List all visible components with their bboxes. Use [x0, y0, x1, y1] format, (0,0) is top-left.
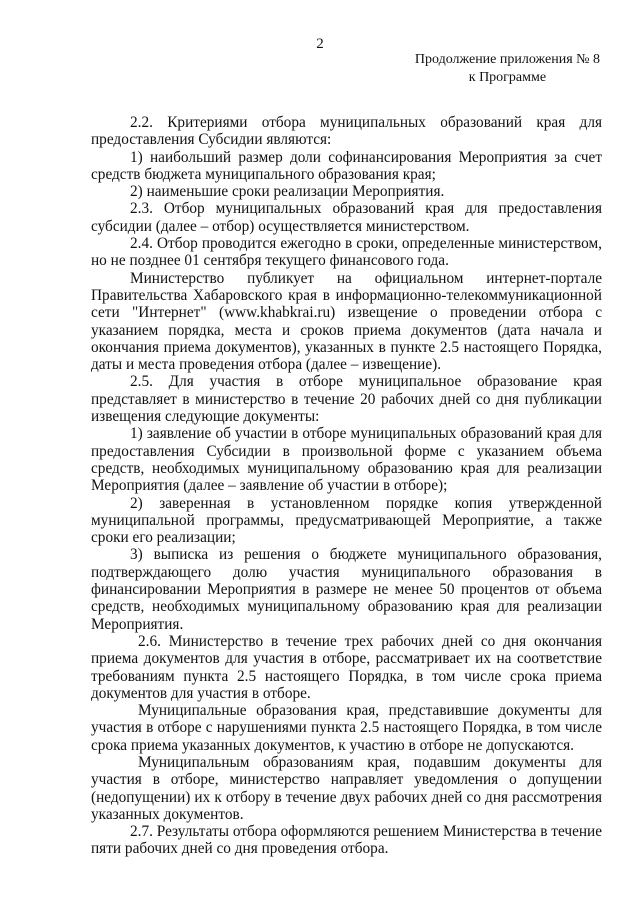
paragraph-rejection: Муниципальные образования края, представившие документы для участия в отборе с нарушениями пункта 2.5 настоящего Порядка, в том числе срока приема указанных документов, к участию в отборе не допускаются. [91, 702, 602, 754]
paragraph-2-7: 2.7. Результаты отбора оформляются решением Министерства в течение пяти рабочих дней со дня проведения отбора. [91, 823, 603, 858]
paragraph-notification: Муниципальным образованиям края, подавшим документы для участия в отборе, министерство направляет уведомления о допущении (недопущении) их к отбору в течение двух рабочих дней со дня рассмотрения указанных документов. [91, 753, 602, 823]
appendix-reference [415, 51, 600, 87]
paragraph-2-6: 2.6. Министерство в течение трех рабочих дней со дня окончания приема документов для участия в отборе, рассматривает их на соответствие требованиям пункта 2.5 настоящего Порядка, в том числе срока приема документов для участия в отборе. [91, 632, 602, 702]
paragraph-2-3: 2.3. Отбор муниципальных образований края для предоставления субсидии (далее – отбор) осуществляется министерством. [91, 200, 602, 235]
paragraph-2-5: 2.5. Для участия в отборе муниципальное образование края представляет в министерство в течение 20 рабочих дней со дня публикации извещения следующие документы: [91, 373, 602, 426]
document-body [91, 114, 602, 858]
criterion-2: 2) наименьшие сроки реализации Мероприятия. [130, 183, 445, 201]
document-item-2: 2) заверенная в установленном порядке копия утвержденной муниципальной программы, предусматривающей Мероприятие, а также сроки его реализации; [91, 494, 602, 547]
page-number: 2 [316, 36, 324, 52]
paragraph-announcement: Министерство публикует на официальном интернет-портале Правительства Хабаровского края в информационно-телекоммуникационной сети "Интернет" (www.khabkrai.ru) извещение о проведении отбора с указанием порядка, места и сроков приема документов (дата начала и окончания приема документов), указанных в пункте 2.5 настоящего Порядка, даты и места проведения отбора (далее – извещение). [91, 269, 602, 374]
document-item-1: 1) заявление об участии в отборе муниципальных образований края для предоставления Субсидии в произвольной форме с указанием объема средств, необходимых муниципальному образованию края для реализации Мероприятия (далее – заявление об участии в отборе); [91, 425, 602, 495]
document-item-3: 3) выписка из решения о бюджете муниципального образования, подтверждающего долю участия муниципального образования в финансировании Мероприятия в размере не менее 50 процентов от объема средств, необходимых муниципальному образованию края для реализации Мероприятия. [91, 546, 602, 633]
appendix-reference-line2: к Программе [468, 70, 547, 85]
paragraph-2-4: 2.4. Отбор проводится ежегодно в сроки, определенные министерством, но не позднее 01 сентября текущего финансового года. [91, 235, 602, 270]
criterion-1: 1) наибольший размер доли софинансирования Мероприятия за счет средств бюджета муниципального образования края; [91, 148, 602, 183]
paragraph-2-2: 2.2. Критериями отбора муниципальных образований края для предоставления Субсидии являются: [91, 114, 602, 149]
appendix-reference-line1: Продолжение приложения № 8 [414, 52, 600, 67]
